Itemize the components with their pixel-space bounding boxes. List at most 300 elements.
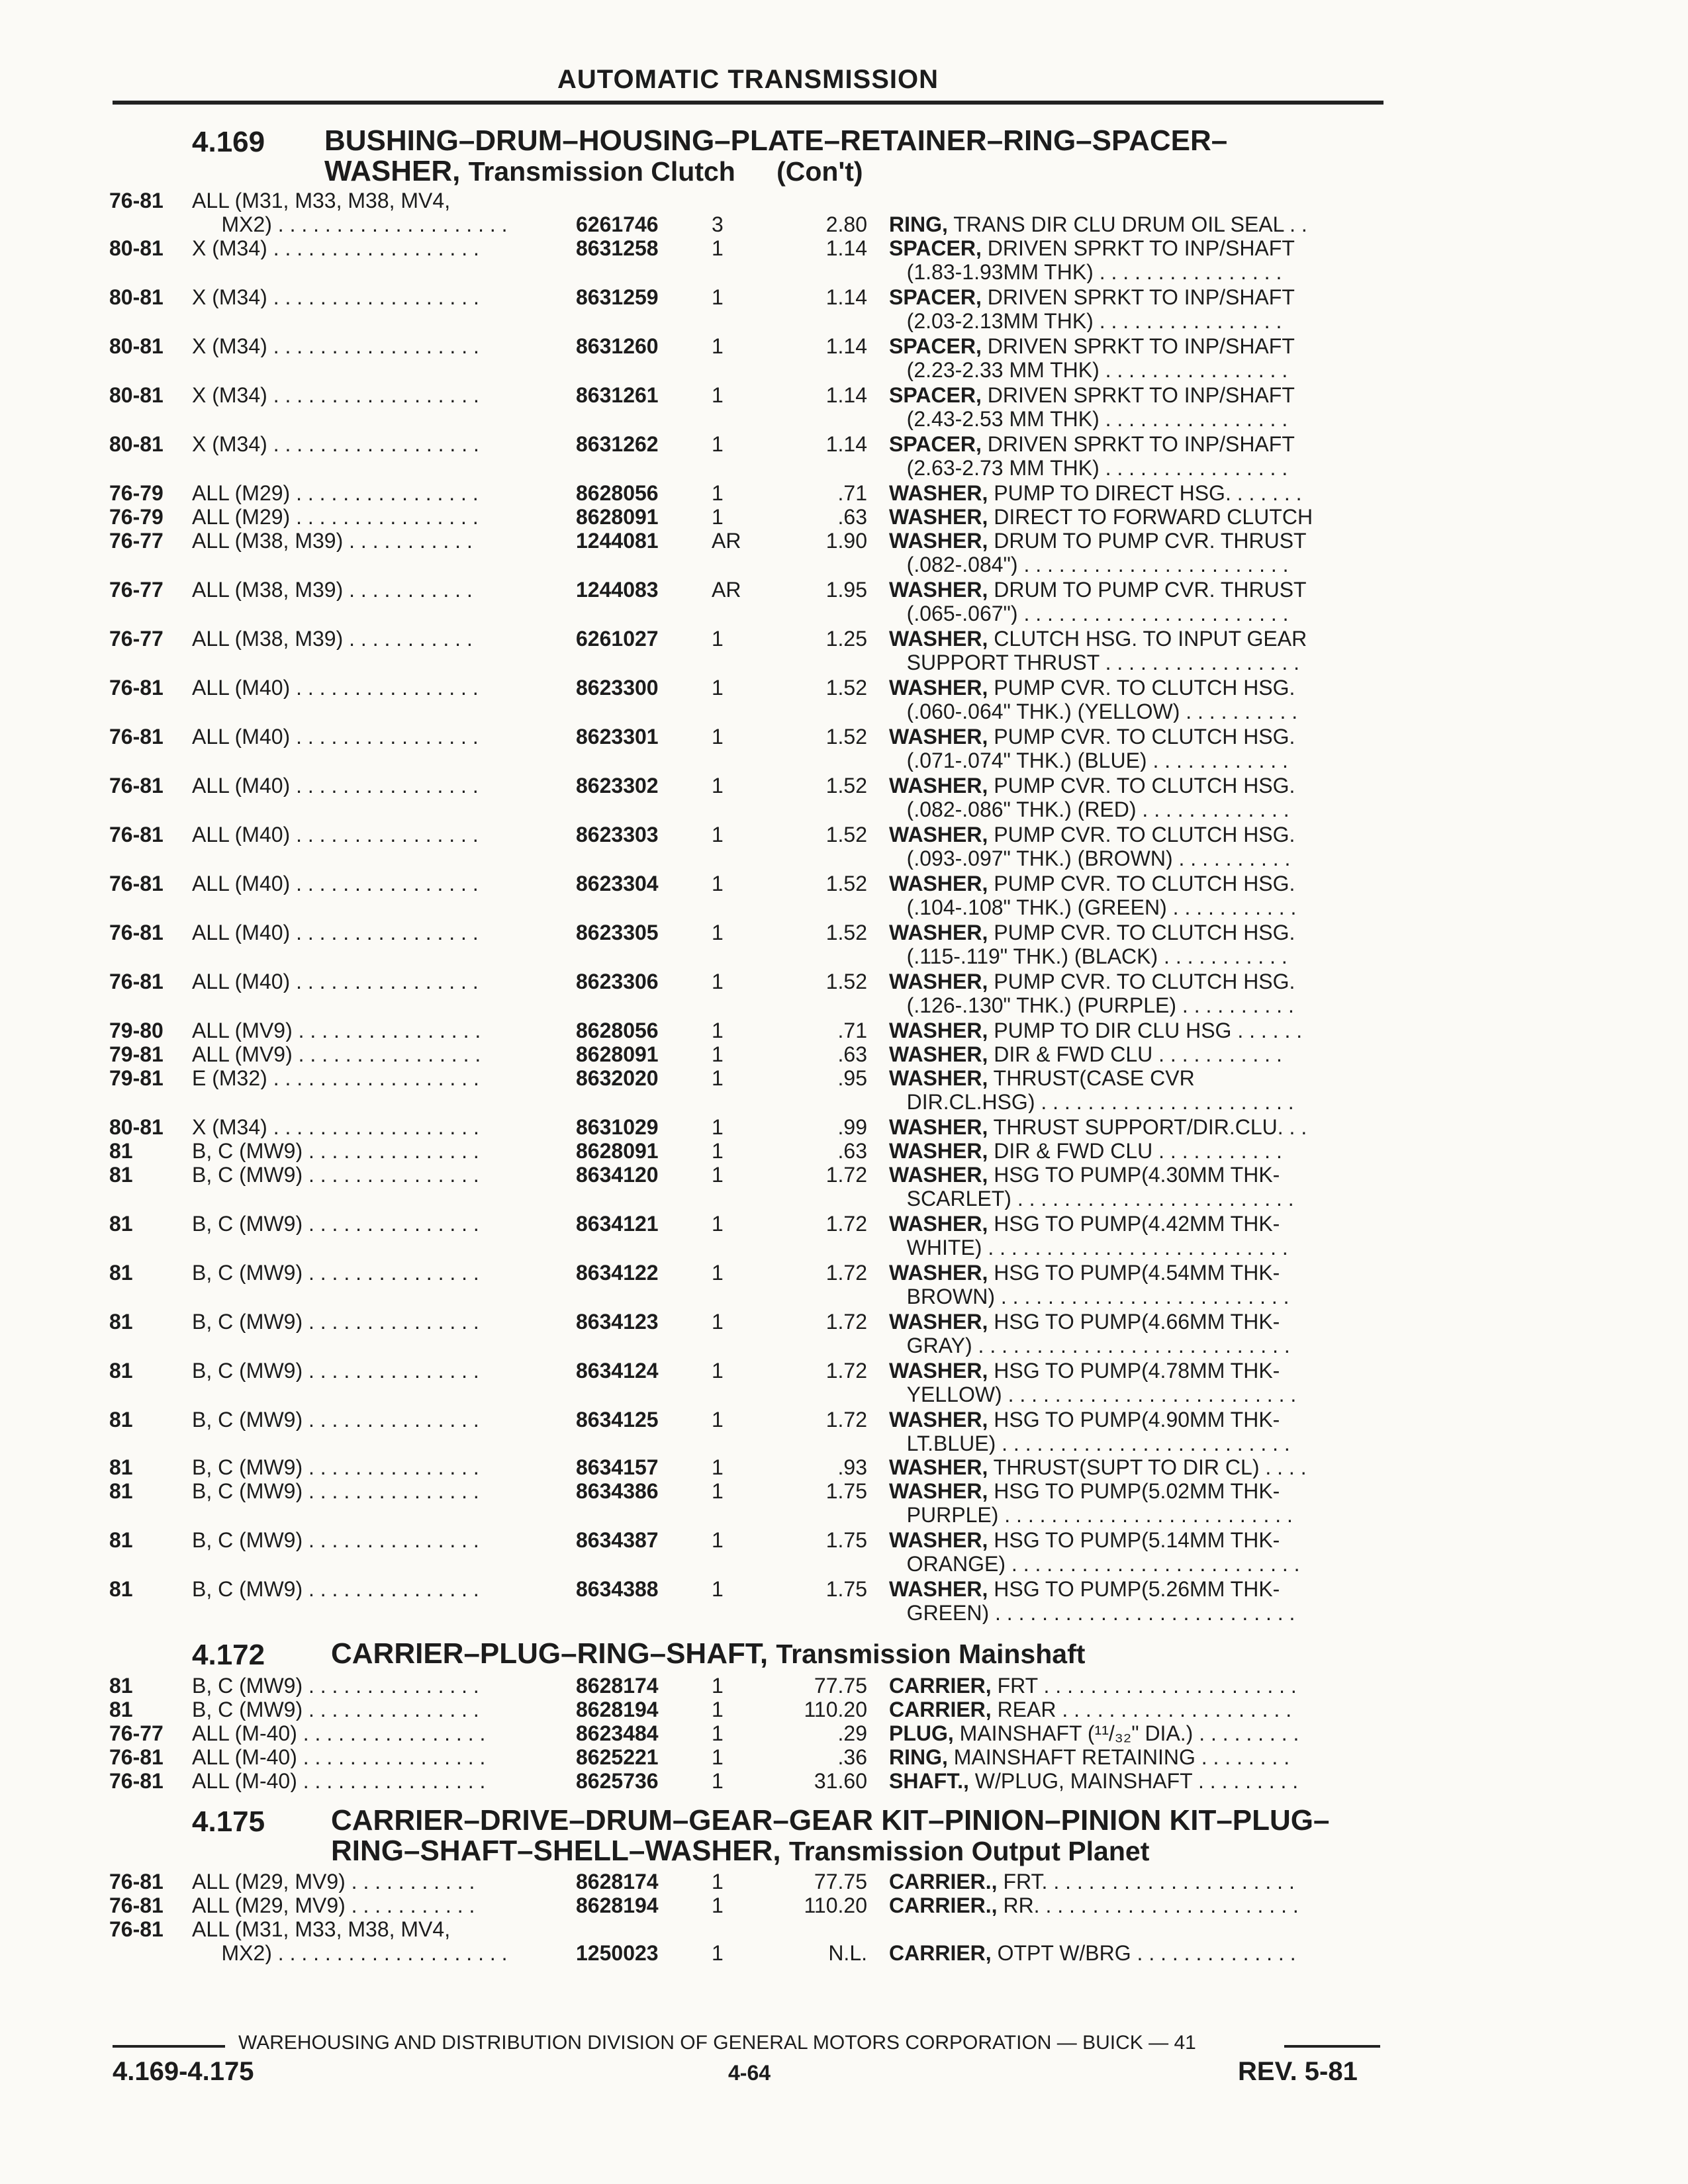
price-cell: 77.75: [814, 1870, 867, 1893]
part-number-cell: 8631260: [576, 335, 659, 357]
price-cell: .93: [837, 1456, 867, 1479]
description-cell: (.082-.084") . . . . . . . . . . . . . . . . . . . . . . .: [889, 553, 1289, 576]
year-cell: 76-81: [109, 1746, 164, 1768]
application-cell: MX2) . . . . . . . . . . . . . . . . . . . .: [192, 1942, 508, 1964]
year-cell: 76-81: [109, 970, 164, 993]
table-row: [0, 189, 1688, 212]
description-cell: WHITE) . . . . . . . . . . . . . . . . . . . . . . . . . .: [889, 1236, 1288, 1259]
quantity-cell: AR: [712, 529, 741, 552]
year-cell: 76-81: [109, 921, 164, 944]
description-cell: CARRIER, OTPT W/BRG . . . . . . . . . . . . . .: [889, 1942, 1296, 1964]
table-row: [0, 457, 1688, 479]
quantity-cell: 1: [712, 1212, 724, 1235]
table-row: [0, 1480, 1688, 1502]
table-row: [0, 1553, 1688, 1575]
description-cell: (.065-.067") . . . . . . . . . . . . . . . . . . . . . . .: [889, 602, 1289, 625]
year-cell: 81: [109, 1578, 133, 1600]
footer-section-range: 4.169-4.175: [113, 2057, 254, 2086]
application-cell: X (M34) . . . . . . . . . . . . . . . . . .: [192, 433, 479, 455]
quantity-cell: 1: [712, 1529, 724, 1551]
price-cell: 1.14: [825, 286, 867, 308]
application-cell: ALL (M40) . . . . . . . . . . . . . . . .: [192, 676, 479, 699]
table-row: [0, 1067, 1688, 1089]
price-cell: 1.14: [825, 384, 867, 406]
table-row: [0, 1870, 1688, 1893]
quantity-cell: 1: [712, 1019, 724, 1042]
part-number-cell: 8634388: [576, 1578, 659, 1600]
table-row: [0, 651, 1688, 674]
price-cell: .71: [837, 482, 867, 504]
price-cell: 1.75: [825, 1578, 867, 1600]
price-cell: 1.75: [825, 1480, 867, 1502]
part-number-cell: 8628174: [576, 1870, 659, 1893]
quantity-cell: 1: [712, 1116, 724, 1138]
part-number-cell: 1244083: [576, 578, 659, 601]
quantity-cell: AR: [712, 578, 741, 601]
table-row: [0, 578, 1688, 601]
part-number-cell: 8623305: [576, 921, 659, 944]
description-cell: SPACER, DRIVEN SPRKT TO INP/SHAFT: [889, 335, 1295, 357]
description-cell: WASHER, HSG TO PUMP(5.02MM THK-: [889, 1480, 1280, 1502]
quantity-cell: 1: [712, 1261, 724, 1284]
quantity-cell: 1: [712, 1674, 724, 1697]
part-number-cell: 8628194: [576, 1894, 659, 1917]
description-cell: CARRIER, FRT . . . . . . . . . . . . . . . . . . . . . .: [889, 1674, 1297, 1697]
part-number-cell: 8631259: [576, 286, 659, 308]
application-cell: B, C (MW9) . . . . . . . . . . . . . . .: [192, 1698, 479, 1721]
price-cell: 1.95: [825, 578, 867, 601]
year-cell: 81: [109, 1674, 133, 1697]
description-cell: WASHER, HSG TO PUMP(4.30MM THK-: [889, 1163, 1280, 1186]
table-row: [0, 1918, 1688, 1940]
application-cell: E (M32) . . . . . . . . . . . . . . . . . .: [192, 1067, 479, 1089]
page-header: AUTOMATIC TRANSMISSION: [557, 65, 939, 94]
year-cell: 80-81: [109, 1116, 164, 1138]
application-cell: ALL (MV9) . . . . . . . . . . . . . . . .: [192, 1019, 481, 1042]
application-cell: B, C (MW9) . . . . . . . . . . . . . . .: [192, 1310, 479, 1333]
application-cell: ALL (M-40) . . . . . . . . . . . . . . . .: [192, 1746, 486, 1768]
application-cell: ALL (M-40) . . . . . . . . . . . . . . . .: [192, 1722, 486, 1745]
description-cell: WASHER, CLUTCH HSG. TO INPUT GEAR: [889, 627, 1307, 650]
year-cell: 81: [109, 1140, 133, 1162]
table-row: [0, 627, 1688, 650]
part-number-cell: 8623304: [576, 872, 659, 895]
part-number-cell: 8631258: [576, 237, 659, 259]
description-cell: (2.03-2.13MM THK) . . . . . . . . . . . . . . . .: [889, 310, 1282, 332]
section-title-line2-text: RING–SHAFT–SHELL–WASHER,: [331, 1835, 781, 1867]
part-number-cell: 8623302: [576, 774, 659, 797]
quantity-cell: 1: [712, 1456, 724, 1479]
price-cell: .63: [837, 1140, 867, 1162]
year-cell: 76-77: [109, 627, 164, 650]
description-cell: WASHER, THRUST(CASE CVR: [889, 1067, 1195, 1089]
table-row: [0, 1578, 1688, 1600]
part-number-cell: 8634125: [576, 1408, 659, 1431]
year-cell: 80-81: [109, 384, 164, 406]
application-cell: B, C (MW9) . . . . . . . . . . . . . . .: [192, 1359, 479, 1382]
quantity-cell: 1: [712, 921, 724, 944]
description-cell: WASHER, DRUM TO PUMP CVR. THRUST: [889, 529, 1307, 552]
table-row: [0, 676, 1688, 699]
table-row: [0, 506, 1688, 528]
application-cell: ALL (M29, MV9) . . . . . . . . . . .: [192, 1870, 475, 1893]
part-number-cell: 8634123: [576, 1310, 659, 1333]
part-number-cell: 8628091: [576, 1043, 659, 1066]
application-cell: MX2) . . . . . . . . . . . . . . . . . . . .: [192, 213, 508, 236]
price-cell: .71: [837, 1019, 867, 1042]
quantity-cell: 1: [712, 237, 724, 259]
quantity-cell: 1: [712, 1942, 724, 1964]
year-cell: 81: [109, 1359, 133, 1382]
application-cell: ALL (M40) . . . . . . . . . . . . . . . .: [192, 921, 479, 944]
section-title-line1: CARRIER–DRIVE–DRUM–GEAR–GEAR KIT–PINION–PINION KIT–PLUG–: [331, 1804, 1330, 1837]
table-row: [0, 1770, 1688, 1792]
part-number-cell: 8634157: [576, 1456, 659, 1479]
description-cell: BROWN) . . . . . . . . . . . . . . . . . . . . . . . . .: [889, 1285, 1289, 1308]
price-cell: 1.52: [825, 921, 867, 944]
quantity-cell: 1: [712, 1746, 724, 1768]
application-cell: B, C (MW9) . . . . . . . . . . . . . . .: [192, 1674, 479, 1697]
description-cell: WASHER, HSG TO PUMP(5.14MM THK-: [889, 1529, 1280, 1551]
quantity-cell: 1: [712, 433, 724, 455]
price-cell: .36: [837, 1746, 867, 1768]
table-row: [0, 1310, 1688, 1333]
price-cell: 1.72: [825, 1261, 867, 1284]
table-row: [0, 1043, 1688, 1066]
price-cell: .95: [837, 1067, 867, 1089]
price-cell: N.L.: [828, 1942, 867, 1964]
table-row: [0, 310, 1688, 332]
application-cell: ALL (M29, MV9) . . . . . . . . . . .: [192, 1894, 475, 1917]
section-title-line1: BUSHING–DRUM–HOUSING–PLATE–RETAINER–RING–SPACER–: [324, 124, 1228, 157]
application-cell: ALL (M40) . . . . . . . . . . . . . . . .: [192, 823, 479, 846]
table-row: [0, 1359, 1688, 1382]
table-row: [0, 433, 1688, 455]
quantity-cell: 1: [712, 872, 724, 895]
description-cell: (.082-.086" THK.) (RED) . . . . . . . . . . . . .: [889, 798, 1289, 821]
section-title: [324, 126, 1227, 187]
application-cell: X (M34) . . . . . . . . . . . . . . . . . .: [192, 335, 479, 357]
footer-page-number: 4-64: [728, 2061, 771, 2085]
table-row: [0, 1674, 1688, 1697]
quantity-cell: 1: [712, 1480, 724, 1502]
table-row: [0, 700, 1688, 723]
description-cell: (1.83-1.93MM THK) . . . . . . . . . . . . . . . .: [889, 261, 1282, 283]
table-row: [0, 970, 1688, 993]
table-row: [0, 823, 1688, 846]
description-cell: WASHER, HSG TO PUMP(5.26MM THK-: [889, 1578, 1280, 1600]
price-cell: 1.72: [825, 1163, 867, 1186]
table-row: [0, 1236, 1688, 1259]
part-number-cell: 8634124: [576, 1359, 659, 1382]
quantity-cell: 1: [712, 506, 724, 528]
price-cell: 1.72: [825, 1408, 867, 1431]
header-rule: [113, 101, 1383, 105]
description-cell: WASHER, HSG TO PUMP(4.42MM THK-: [889, 1212, 1280, 1235]
year-cell: 81: [109, 1408, 133, 1431]
description-cell: WASHER, HSG TO PUMP(4.90MM THK-: [889, 1408, 1280, 1431]
quantity-cell: 1: [712, 1578, 724, 1600]
description-cell: (2.63-2.73 MM THK) . . . . . . . . . . . . . . . .: [889, 457, 1288, 479]
table-row: [0, 1091, 1688, 1113]
quantity-cell: 1: [712, 1770, 724, 1792]
table-row: [0, 286, 1688, 308]
table-row: [0, 725, 1688, 748]
description-cell: WASHER, PUMP CVR. TO CLUTCH HSG.: [889, 823, 1295, 846]
application-cell: B, C (MW9) . . . . . . . . . . . . . . .: [192, 1212, 479, 1235]
application-cell: B, C (MW9) . . . . . . . . . . . . . . .: [192, 1578, 479, 1600]
section-number: 4.169: [192, 126, 265, 158]
year-cell: 80-81: [109, 286, 164, 308]
price-cell: .63: [837, 506, 867, 528]
price-cell: 1.52: [825, 774, 867, 797]
application-cell: ALL (M40) . . . . . . . . . . . . . . . .: [192, 970, 479, 993]
description-cell: WASHER, PUMP CVR. TO CLUTCH HSG.: [889, 725, 1295, 748]
description-cell: SPACER, DRIVEN SPRKT TO INP/SHAFT: [889, 286, 1295, 308]
table-row: [0, 553, 1688, 576]
quantity-cell: 1: [712, 1408, 724, 1431]
year-cell: 81: [109, 1529, 133, 1551]
section-title: [331, 1805, 1329, 1866]
price-cell: 1.75: [825, 1529, 867, 1551]
application-cell: ALL (M38, M39) . . . . . . . . . . .: [192, 627, 473, 650]
application-cell: X (M34) . . . . . . . . . . . . . . . . . .: [192, 286, 479, 308]
description-cell: SPACER, DRIVEN SPRKT TO INP/SHAFT: [889, 433, 1295, 455]
application-cell: ALL (M31, M33, M38, MV4,: [192, 189, 451, 212]
price-cell: .99: [837, 1116, 867, 1138]
part-number-cell: 8634122: [576, 1261, 659, 1284]
description-cell: YELLOW) . . . . . . . . . . . . . . . . . . . . . . . . .: [889, 1383, 1297, 1406]
part-number-cell: 8623484: [576, 1722, 659, 1745]
quantity-cell: 1: [712, 1722, 724, 1745]
year-cell: 81: [109, 1480, 133, 1502]
part-number-cell: 8634121: [576, 1212, 659, 1235]
quantity-cell: 1: [712, 1163, 724, 1186]
section-subtitle: Transmission Output Planet: [788, 1836, 1150, 1866]
part-number-cell: 8631262: [576, 433, 659, 455]
table-row: [0, 384, 1688, 406]
quantity-cell: 1: [712, 1870, 724, 1893]
description-cell: WASHER, PUMP CVR. TO CLUTCH HSG.: [889, 970, 1295, 993]
part-number-cell: 8628056: [576, 482, 659, 504]
section-title: [331, 1639, 1085, 1669]
part-number-cell: 8628194: [576, 1698, 659, 1721]
table-row: [0, 1334, 1688, 1357]
year-cell: 76-77: [109, 578, 164, 601]
quantity-cell: 1: [712, 970, 724, 993]
footer-rule-right: [1284, 2045, 1380, 2048]
description-cell: WASHER, PUMP TO DIRECT HSG. . . . . . .: [889, 482, 1302, 504]
quantity-cell: 1: [712, 627, 724, 650]
quantity-cell: 1: [712, 384, 724, 406]
quantity-cell: 1: [712, 676, 724, 699]
description-cell: GRAY) . . . . . . . . . . . . . . . . . . . . . . . . . . .: [889, 1334, 1290, 1357]
description-cell: WASHER, PUMP CVR. TO CLUTCH HSG.: [889, 774, 1295, 797]
description-cell: SPACER, DRIVEN SPRKT TO INP/SHAFT: [889, 384, 1295, 406]
year-cell: 81: [109, 1212, 133, 1235]
section-title-line1: CARRIER–PLUG–RING–SHAFT,: [331, 1637, 769, 1670]
year-cell: 79-81: [109, 1043, 164, 1066]
description-cell: DIR.CL.HSG) . . . . . . . . . . . . . . . . . . . . . .: [889, 1091, 1294, 1113]
description-cell: WASHER, DIR & FWD CLU . . . . . . . . . . .: [889, 1043, 1282, 1066]
description-cell: WASHER, PUMP CVR. TO CLUTCH HSG.: [889, 872, 1295, 895]
quantity-cell: 1: [712, 1067, 724, 1089]
quantity-cell: 1: [712, 286, 724, 308]
table-row: [0, 921, 1688, 944]
table-row: [0, 1529, 1688, 1551]
table-row: [0, 994, 1688, 1017]
application-cell: ALL (M40) . . . . . . . . . . . . . . . .: [192, 872, 479, 895]
section-title-line2: [324, 156, 1227, 187]
description-cell: WASHER, HSG TO PUMP(4.66MM THK-: [889, 1310, 1280, 1333]
part-number-cell: 8623300: [576, 676, 659, 699]
table-row: [0, 749, 1688, 772]
application-cell: B, C (MW9) . . . . . . . . . . . . . . .: [192, 1261, 479, 1284]
year-cell: 79-80: [109, 1019, 164, 1042]
description-cell: WASHER, PUMP TO DIR CLU HSG . . . . . .: [889, 1019, 1303, 1042]
application-cell: ALL (M38, M39) . . . . . . . . . . .: [192, 529, 473, 552]
year-cell: 80-81: [109, 237, 164, 259]
price-cell: 110.20: [804, 1894, 867, 1917]
part-number-cell: 8628056: [576, 1019, 659, 1042]
part-number-cell: 8634387: [576, 1529, 659, 1551]
price-cell: 77.75: [814, 1674, 867, 1697]
price-cell: 1.52: [825, 872, 867, 895]
table-row: [0, 482, 1688, 504]
footer-rule-left: [113, 2045, 225, 2048]
price-cell: 1.52: [825, 725, 867, 748]
year-cell: 80-81: [109, 335, 164, 357]
year-cell: 76-81: [109, 189, 164, 212]
part-number-cell: 8628174: [576, 1674, 659, 1697]
application-cell: ALL (M40) . . . . . . . . . . . . . . . .: [192, 725, 479, 748]
quantity-cell: 1: [712, 1043, 724, 1066]
description-cell: RING, TRANS DIR CLU DRUM OIL SEAL . .: [889, 213, 1307, 236]
application-cell: ALL (M29) . . . . . . . . . . . . . . . .: [192, 482, 479, 504]
table-row: [0, 896, 1688, 919]
description-cell: RING, MAINSHAFT RETAINING . . . . . . . .: [889, 1746, 1290, 1768]
section-continued: (Con't): [776, 156, 863, 187]
year-cell: 76-79: [109, 482, 164, 504]
section-title-line2: [331, 1836, 1329, 1866]
year-cell: 76-81: [109, 774, 164, 797]
application-cell: ALL (M29) . . . . . . . . . . . . . . . .: [192, 506, 479, 528]
part-number-cell: 8634120: [576, 1163, 659, 1186]
price-cell: 1.52: [825, 676, 867, 699]
application-cell: X (M34) . . . . . . . . . . . . . . . . . .: [192, 384, 479, 406]
description-cell: SCARLET) . . . . . . . . . . . . . . . . . . . . . . . .: [889, 1187, 1294, 1210]
table-row: [0, 261, 1688, 283]
description-cell: CARRIER, REAR . . . . . . . . . . . . . . . . . . . .: [889, 1698, 1292, 1721]
description-cell: LT.BLUE) . . . . . . . . . . . . . . . . . . . . . . . . .: [889, 1432, 1290, 1455]
description-cell: (2.23-2.33 MM THK) . . . . . . . . . . . . . . . .: [889, 359, 1288, 381]
table-row: [0, 335, 1688, 357]
year-cell: 76-81: [109, 1870, 164, 1893]
application-cell: ALL (M-40) . . . . . . . . . . . . . . . .: [192, 1770, 486, 1792]
description-cell: CARRIER., FRT. . . . . . . . . . . . . . . . . . . . . .: [889, 1870, 1295, 1893]
table-row: [0, 1383, 1688, 1406]
application-cell: ALL (MV9) . . . . . . . . . . . . . . . .: [192, 1043, 481, 1066]
section-subtitle: Transmission Clutch: [468, 156, 735, 187]
year-cell: 76-81: [109, 725, 164, 748]
price-cell: 1.72: [825, 1212, 867, 1235]
application-cell: B, C (MW9) . . . . . . . . . . . . . . .: [192, 1529, 479, 1551]
year-cell: 81: [109, 1698, 133, 1721]
quantity-cell: 1: [712, 1310, 724, 1333]
application-cell: X (M34) . . . . . . . . . . . . . . . . . .: [192, 237, 479, 259]
table-row: [0, 237, 1688, 259]
table-row: [0, 1894, 1688, 1917]
application-cell: ALL (M40) . . . . . . . . . . . . . . . .: [192, 774, 479, 797]
table-row: [0, 1116, 1688, 1138]
description-cell: WASHER, HSG TO PUMP(4.54MM THK-: [889, 1261, 1280, 1284]
part-number-cell: 8623303: [576, 823, 659, 846]
price-cell: 1.14: [825, 433, 867, 455]
table-row: [0, 774, 1688, 797]
description-cell: (.104-.108" THK.) (GREEN) . . . . . . . . . . .: [889, 896, 1297, 919]
part-number-cell: 1250023: [576, 1942, 659, 1964]
quantity-cell: 1: [712, 823, 724, 846]
quantity-cell: 1: [712, 1698, 724, 1721]
table-row: [0, 1285, 1688, 1308]
footer-division-text: WAREHOUSING AND DISTRIBUTION DIVISION OF GENERAL MOTORS CORPORATION — BUICK — 41: [238, 2032, 1196, 2054]
price-cell: 110.20: [804, 1698, 867, 1721]
description-cell: (.060-.064" THK.) (YELLOW) . . . . . . . . . .: [889, 700, 1298, 723]
table-row: [0, 798, 1688, 821]
part-number-cell: 8625736: [576, 1770, 659, 1792]
table-row: [0, 213, 1688, 236]
description-cell: PURPLE) . . . . . . . . . . . . . . . . . . . . . . . . .: [889, 1504, 1293, 1526]
year-cell: 81: [109, 1310, 133, 1333]
section-number: 4.175: [192, 1805, 265, 1838]
description-cell: ORANGE) . . . . . . . . . . . . . . . . . . . . . . . . .: [889, 1553, 1300, 1575]
table-row: [0, 1212, 1688, 1235]
application-cell: B, C (MW9) . . . . . . . . . . . . . . .: [192, 1408, 479, 1431]
table-row: [0, 1187, 1688, 1210]
year-cell: 76-81: [109, 1918, 164, 1940]
section-number: 4.172: [192, 1639, 265, 1671]
year-cell: 76-77: [109, 1722, 164, 1745]
description-cell: WASHER, HSG TO PUMP(4.78MM THK-: [889, 1359, 1280, 1382]
table-row: [0, 1408, 1688, 1431]
year-cell: 81: [109, 1163, 133, 1186]
description-cell: WASHER, DIR & FWD CLU . . . . . . . . . . .: [889, 1140, 1282, 1162]
part-number-cell: 8628091: [576, 506, 659, 528]
price-cell: 1.72: [825, 1310, 867, 1333]
quantity-cell: 1: [712, 1894, 724, 1917]
description-cell: WASHER, DRUM TO PUMP CVR. THRUST: [889, 578, 1307, 601]
description-cell: WASHER, THRUST(SUPT TO DIR CL) . . . .: [889, 1456, 1307, 1479]
description-cell: SPACER, DRIVEN SPRKT TO INP/SHAFT: [889, 237, 1295, 259]
price-cell: .63: [837, 1043, 867, 1066]
year-cell: 76-79: [109, 506, 164, 528]
part-number-cell: 8631261: [576, 384, 659, 406]
year-cell: 76-77: [109, 529, 164, 552]
part-number-cell: 8628091: [576, 1140, 659, 1162]
table-row: [0, 408, 1688, 430]
price-cell: 1.52: [825, 970, 867, 993]
price-cell: .29: [837, 1722, 867, 1745]
part-number-cell: 8623306: [576, 970, 659, 993]
year-cell: 81: [109, 1456, 133, 1479]
section-title-line2-text: WASHER,: [324, 155, 461, 187]
price-cell: 1.72: [825, 1359, 867, 1382]
quantity-cell: 3: [712, 213, 724, 236]
quantity-cell: 1: [712, 774, 724, 797]
description-cell: WASHER, DIRECT TO FORWARD CLUTCH: [889, 506, 1313, 528]
application-cell: ALL (M31, M33, M38, MV4,: [192, 1918, 451, 1940]
table-row: [0, 1456, 1688, 1479]
